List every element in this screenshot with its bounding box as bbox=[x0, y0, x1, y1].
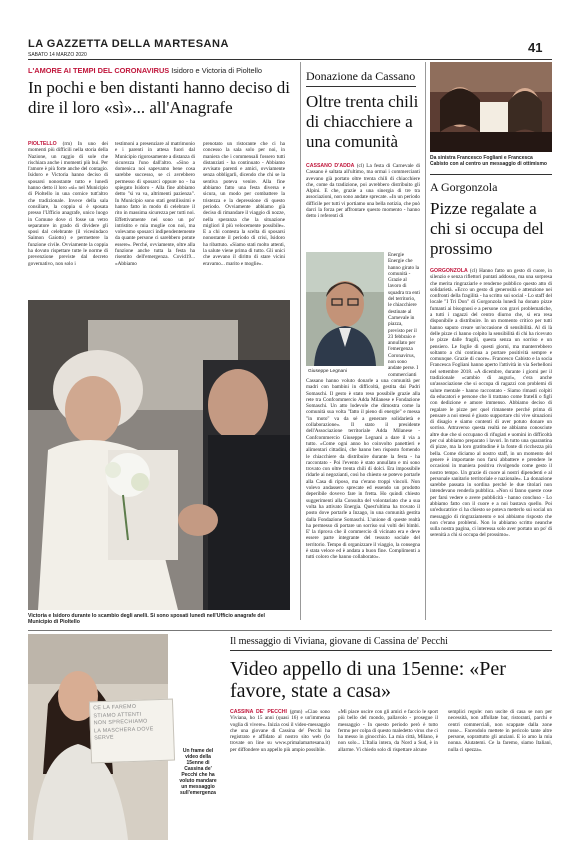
column-divider bbox=[300, 62, 301, 620]
sign-line-5: SERVE bbox=[94, 734, 115, 742]
section-divider bbox=[28, 630, 552, 631]
article4-dateline: CASSINA DE' PECCHI bbox=[230, 709, 287, 715]
article3-column bbox=[430, 268, 552, 616]
article2-intro-text: (cl) La festa di Carnevale di Cassano è saltata all'ultimo, ma ormai i commercianti avevano già portato oltre trenta chili di chiacchiere che, come da tradizione, poi avrebbero distribuito gli Alpini. E che, grazie a una sinergia di tre tra associazioni, non sono andate sprecate. «In un periodo difficile per tutti vi portiamo una bella notizia, che può darci la forza per affrontare questo momento - hanno detto i referenti di bbox=[306, 163, 420, 220]
masthead-title: LA GAZZETTA DELLA MARTESANA bbox=[28, 38, 229, 50]
article3-dateline: GORGONZOLA bbox=[430, 268, 468, 274]
article2-dateline: CASSANO D'ADDA bbox=[306, 163, 355, 169]
article2-intro bbox=[306, 163, 420, 251]
portrait-illustration bbox=[306, 252, 384, 366]
article4-column-1 bbox=[230, 709, 330, 833]
article2-photo-caption: Giuseppe Legnani bbox=[308, 369, 347, 374]
column-divider-2 bbox=[425, 62, 426, 620]
pizzeria-photo-illustration bbox=[430, 62, 552, 152]
article4-handwritten-sign bbox=[89, 699, 175, 764]
article3-kicker: A Gorgonzola bbox=[430, 180, 498, 194]
article1-column-3: prenotato un ristorante che ci ha concesso la sala solo per noi, in maniera che i commensali fossero tutti distanziati - ha continuato - Abbiamo avvisato parenti e amici, ovviamente senza obbligarli, dicendo che chi se la sentiva poteva venire. Alla fine abbiamo fatto una festa diversa e sicura, un modo per combattere la tristezza e la depressione di questo periodo. Ovviamente abbiamo già deciso di rimandare il viaggio di nozze, nella speranza che la situazione migliori il più velocemente possibile». E a chi contesta la scelta di sposarsi nonostante il periodo di crisi, Isidoro ha ribattuto. «Siamo stati molto attenti, la salute viene prima di tutto. Gli unici che avevano il diritto di stare vicini eravamo... marito e moglie». bbox=[203, 141, 285, 267]
article3-rule bbox=[430, 174, 552, 175]
article2-headline: Oltre trenta chili di chiacchiere a una comunità bbox=[306, 92, 419, 151]
sign-line-2: STIAMO ATTENTI bbox=[93, 711, 142, 719]
article4-column-1-text: (gmn) «Ciao sono Viviana, ho 15 anni (quasi 16) e un'immensa voglia di vivere». Inizia così il video-messaggio che una giovane di Cassina de' Pecchi ha registrato e affidato al nostro sito web (lo trovate on line su www.primalamartesana.it) per diffondere un appello più ampio possibile. bbox=[230, 709, 330, 753]
article1-wedding-photo bbox=[28, 300, 290, 610]
article2-portrait-photo bbox=[306, 252, 384, 366]
article1-dateline: PIOLTELLO bbox=[28, 141, 57, 147]
page-number: 41 bbox=[528, 40, 543, 55]
article1-kicker bbox=[28, 66, 262, 75]
sign-line-3: NON SPRECHIAMO bbox=[93, 718, 148, 727]
article1-column-1 bbox=[28, 141, 108, 301]
article4-column-2: «Mi piace uscire con gli amici e faccio le sport più bello del mondo, pallavolo - prosegue il messaggio - In questo periodo però è tutto fermo per colpa di questo maledetto virus che ci ha messo in ginocchio. La mia città, Milano, è non solo... L'Italia intera, da Nord a Sud, è in allarme. Vi chiedo solo di rispettare alcune bbox=[338, 709, 438, 753]
article2-column-narrow: Energie Energie che hanno girato la comunità - Grazie al lavoro di squadra tra enti del territorio, le chiacchiere destinate al Carnevale in piazza, previsto per il 23 febbraio e annullato per l'emergenza Coronavirus, non sono andate perse. I commercianti bbox=[388, 252, 420, 378]
sign-line-1: CE LA FAREMO bbox=[93, 703, 137, 712]
article4-column-3: semplici regole: non uscite di casa se non per necessità, non affollate bar, ristoranti, parchi e centri commerciali, non scappate dalla zone rosse... Facendolo mettete in pericolo tante altre persone, soprattutto gli anziani. E io amo la mia nonna. Aiutatemi. Ce la faremo, siamo Italiani, nulla ci spezza». bbox=[448, 709, 552, 753]
article3-pizzeria-photo bbox=[430, 62, 552, 152]
wedding-photo-illustration bbox=[28, 300, 290, 610]
article1-kicker-highlight: L'AMORE AI TEMPI DEL CORONAVIRUS bbox=[28, 66, 170, 75]
article1-headline: In pochi e ben distanti hanno deciso di dire il loro «sì»... all'Anagrafe bbox=[28, 78, 291, 117]
masthead-date: SABATO 14 MARZO 2020 bbox=[28, 52, 87, 58]
article1-photo-caption: Victoria e Isidoro durante lo scambio degli anelli. Si sono sposati lunedì nell'Ufficio anagrafe del Municipio di Pioltello bbox=[28, 613, 265, 626]
article4-headline: Video appello di una 15enne: «Per favore, state a casa» bbox=[230, 658, 506, 702]
article1-column-2: testimoni a presenziare al matrimonio e i parenti in attesa fuori dal Municipio rigorosamente a distanza di sicurezza l'uno dall'altro. «Sino a domenica noi sapevamo bene cosa sarebbe successo, se ci avrebbero permesso di sposarci oppure no - ha spiegato Isidoro - Alla fine abbiamo detto "sì va va, altrimenti pazienza". In Municipio sono stati gentilissimi e hanno fatto in modo di celebrare il rito in massima sicurezza per tutti noi. Effettivamente nei sono un po' intristito e mia moglie con noi, ma volevamo sposarci indipendentemente da quante persone ci sarebbero potute essere». Perché, ovviamente, oltre alla funzione anche tutta la festa ha risentito dell'emergenza. Covid19... «Abbiamo bbox=[115, 141, 195, 267]
masthead-rule bbox=[28, 59, 552, 60]
sign-text bbox=[93, 703, 170, 743]
article3-photo-caption: Da sinistra Francesco Fogliani e Francesca Cabisto con al centro un messaggio di ottimismo bbox=[430, 155, 547, 167]
article4-kicker: Il messaggio di Viviana, giovane di Cassina de' Pecchi bbox=[230, 636, 448, 647]
article1-kicker-location: Isidoro e Victoria di Pioltello bbox=[171, 66, 262, 75]
article4-rule bbox=[230, 650, 552, 651]
article2-kicker: Donazione da Cassano bbox=[306, 69, 416, 83]
sign-line-4: LA MASCHERA DOVE bbox=[93, 725, 154, 734]
article3-column-text: (cl) Hanno fatto un gesto di cuore, in silenzio e senza riflettori puntati addosso, ma una sorpresa che merita ringraziarle e renderne pubblico questo atto di solidarietà. «Ecco un gesto di generosità e attenzione nei confronti della fragilità - ha scritto sui social - Lo staff del locale "I Tri Don" di Gorgonzola lunedì ha donato pizze fumanti ai bisognosi e a persone con gravi problematiche, a tutti i ragazzi del centro diurno che, si era resa disponibile a distribuire. In un momento critico per tutti hanno saputo creare un'occasione di sensibilità. Al di là delle pizze ci hanno colpito la sensibilità di chi ha ricevuto le pizze dalle fragili, questa senza un sorriso e un pensiero. Le foglie di questi giorni, ma manterrebbero soltanto a chi continua a portare positività sempre e comunque. Grazie di cuore». Francesco Cabisto e la socia Francesca Fogliani hanno aperto l'attività in via Serbelloni nel settembre 2018. «A dicembre, durante i giorni per il tradizionale «cambio di auguri», c'era anche un'associazione che si occupa di ragazzi con problemi di salute mentale - hanno raccontato - Siamo rimasti colpiti da educatori e persone che li trattano come fratelli o figli con dedizione e amore immenso. Abbiamo deciso di regalare le pizze per quel rimanente perché prima di pensare a noi stessi è giusto supportare chi vive situazioni di disagio e siamo contenti di aver potuto donare un sorriso. Attraverso questa realtà ne abbiamo conosciute altre due che si occupano di rifugiati e uomini in difficoltà per cui abbiamo preparato i lavori. In tutto una quarantina di pizze, ma la loro gratitudine è la fonte di ricchezza più bella. Come diciamo al nostro staff, in un momento del genere è importante non farsi abbattere e prendere le occasioni in maniera positiva rivolgendo come gesto il nostro tempo. Un grazie di cuore ai nostri dipendenti e al personale sanitario territoriale e nazionale». La donazione sarebbe passata in sordina perché le due titolari non intendevano renderla pubblica. «Non si fanno queste cose per farsi vedere o avere pubblicità - hanno concluso - Lo abbiamo fatto con il cuore e a noi bastava quello. Poi un'educatrice ci ha chiesto se poteva metterlo sui social un messaggio di ringraziamento e noi abbiamo risposto che non c'erano problemi. Non lo abbiamo scritto neanche sulla nostra pagina, ci interessa solo aver portato un po' di serenità a chi si occupa del prossimo». bbox=[430, 268, 552, 539]
article4-photo-caption: Un frame del video della 15enne di Cassina de' Pecchi che ha voluto mandare un messaggio sull'emergenza bbox=[179, 748, 217, 796]
article1-column-1-text: (rm) In uno dei momenti più difficili nella storia della Nazione, un raggio di sole che rischiara anche i momenti più bui. Per l'amore è più forte anche del contagio. Isidoro e Victoria hanno deciso di sposarsi nonostante tutto e lunedì hanno detto il loro «sì» nel Municipio di Pioltello in una cornice tutt'altro che tradizionale. Invece della sala consiliare, la coppia si è sposata presso l'Ufficio anagrafe, unico luogo in Comune dove ci fosse un vetro separatore in grado di dividere gli sposi dal celebrante (il vicesindaco Saimon Gaiotto) e permettere la funzione civile. Ovviamente la coppia ha dovuto rispettare tutte le norme di prevenzione previste dal decreto governativo, non solo i bbox=[28, 141, 108, 267]
article3-headline: Pizze regalate a chi si occupa del prossimo bbox=[430, 199, 544, 258]
article2-rule bbox=[306, 86, 416, 87]
article2-column-2: Cassano hanno voluto donarle a una comunità per madri con bambini in difficoltà, gestita dai Padri Somaschi. Il gesto è stato reso possibile grazie alla rete tra Confcommercio Adda Milanese e Fondazione Somaschi. Un atto lodevole che dimostra come la comunità sua volta "fatto il pieno di energie" e messa "in moto" va da sé a generare solidarietà e collaborazione». Il stato il presidente dell'Associazione territoriale Adda Milanese - Confcommercio Giuseppe Legnani a dare il via a tutto. «Come ogni anno ho coinvolto panettieri e alimentari cittadini, che hanno ben risposto fornendo le chiacchiere da distribuire durante la festa - ha raccontato - Poi l'evento è stato annullato e mi sono trovato con oltre trenta chili di dolci. Era impossibile ridarle ai negozianti, così ho chiesto se potevo portarle alla Casa di riposo, ma c'erano troppi vincoli. Non volevo andassero sprecate ed essendo un prodotto deperibile dovevo fare in fretta. Ho quindi chiesto suggerimenti alla Consulta del volontariato che a sua volta ha attivato Energia. Quest'ultima ha trovato il posto dove portarle a Inzago, in una comunità gestita dalla Fondazione Somaschi. L'unione di queste realtà ha permesso di portare un sorriso sui volti dei bimbi. E' la riprova che il commercio di vicinato era e deve essere parte integrante del tessuto sociale del territorio. Tempo di organizzare il viaggio, la consegna è stata veloce ed è andata a buon fine. Complimenti a tutti coloro che hanno collaborato». bbox=[306, 378, 420, 561]
